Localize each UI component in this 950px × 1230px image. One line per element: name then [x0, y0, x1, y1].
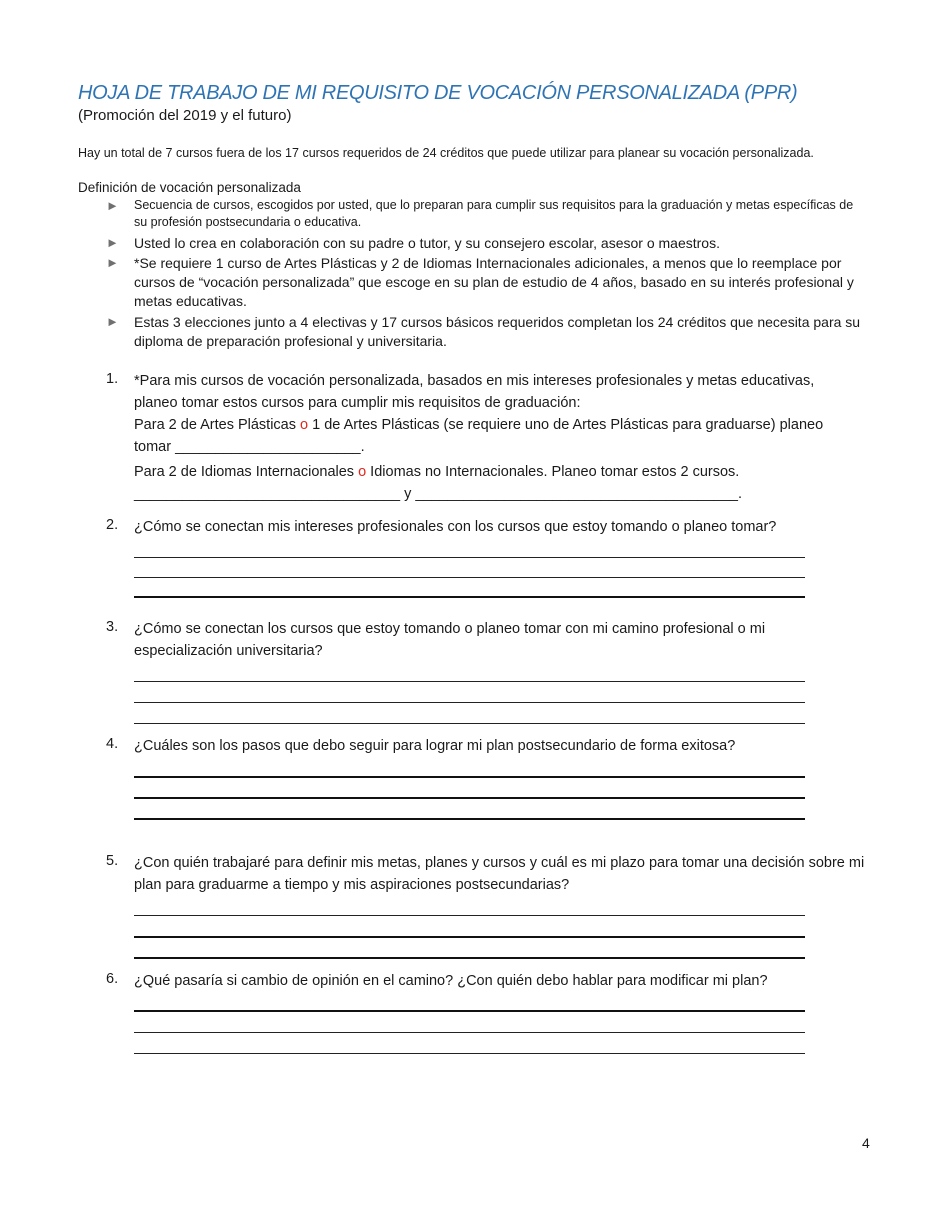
- question-number: 2.: [106, 517, 119, 533]
- page-subtitle: (Promoción del 2019 y el futuro): [78, 107, 292, 124]
- bullet-arrow-icon: ►: [106, 198, 119, 213]
- answer-line[interactable]: [134, 1010, 805, 1012]
- question-number: 4.: [106, 736, 119, 752]
- answer-line[interactable]: [134, 957, 805, 959]
- question-number: 1.: [106, 371, 119, 387]
- course-blanks[interactable]: _________________________________ y ________________________________________.: [134, 486, 743, 502]
- answer-line[interactable]: [134, 818, 805, 820]
- answer-line[interactable]: [134, 776, 805, 778]
- definition-heading: Definición de vocación personalizada: [78, 180, 301, 195]
- language-choice-line: [134, 461, 854, 483]
- answer-line[interactable]: [134, 596, 805, 598]
- answer-line[interactable]: [134, 1053, 805, 1054]
- answer-line[interactable]: [134, 1032, 805, 1033]
- bullet-arrow-icon: ►: [106, 255, 119, 270]
- intro-text: Hay un total de 7 cursos fuera de los 17 cursos requeridos de 24 créditos que puede utilizar para planear su vocación personalizada.: [78, 146, 814, 160]
- question-text: *Para mis cursos de vocación personalizada, basados en mis intereses profesionales y metas educativas, planeo tomar estos cursos para cumplir mis requisitos de graduación:: [134, 373, 815, 411]
- answer-line[interactable]: [134, 577, 805, 578]
- or-highlight: o: [358, 464, 367, 480]
- question-text: ¿Cómo se conectan mis intereses profesionales con los cursos que estoy tomando o planeo tomar?: [134, 519, 777, 535]
- art-choice-a: Para 2 de Artes Plásticas: [134, 417, 301, 433]
- answer-line[interactable]: [134, 702, 805, 703]
- answer-line[interactable]: [134, 915, 805, 916]
- answer-line[interactable]: [134, 681, 805, 682]
- page-number: 4: [862, 1135, 870, 1151]
- answer-line[interactable]: [134, 557, 805, 558]
- art-choice-line: [134, 414, 854, 458]
- question-text: ¿Cuáles son los pasos que debo seguir para lograr mi plan postsecundario de forma exitosa?: [134, 738, 736, 754]
- definition-item: Estas 3 elecciones junto a 4 electivas y 17 cursos básicos requeridos completan los 24 créditos que necesita para su diploma de preparación profesional y universitaria.: [134, 314, 861, 349]
- page-title: HOJA DE TRABAJO DE MI REQUISITO DE VOCACIÓN PERSONALIZADA (PPR): [78, 82, 798, 104]
- question-text: ¿Con quién trabajaré para definir mis metas, planes y cursos y cuál es mi plazo para tomar una decisión sobre mi plan para graduarme a tiempo y mis aspiraciones postsecundarias?: [134, 855, 865, 893]
- question-text: ¿Cómo se conectan los cursos que estoy tomando o planeo tomar con mi camino profesional o mi especialización universitaria?: [134, 621, 766, 659]
- language-choice-a: Para 2 de Idiomas Internacionales: [134, 464, 359, 480]
- question-text: ¿Qué pasaría si cambio de opinión en el camino? ¿Con quién debo hablar para modificar mi plan?: [134, 973, 768, 989]
- answer-line[interactable]: [134, 936, 805, 938]
- bullet-arrow-icon: ►: [106, 235, 119, 250]
- or-highlight: o: [300, 417, 309, 433]
- question-number: 5.: [106, 853, 119, 869]
- bullet-arrow-icon: ►: [106, 314, 119, 329]
- answer-line[interactable]: [134, 797, 805, 799]
- definition-item: *Se requiere 1 curso de Artes Plásticas y 2 de Idiomas Internacionales adicionales, a menos que lo reemplace por cursos de “vocación personalizada” que escoge en su plan de estudio de 4 años, basado en su interés profesional y metas educativas.: [134, 255, 854, 309]
- definition-item: Usted lo crea en colaboración con su padre o tutor, y su consejero escolar, asesor o maestros.: [134, 235, 720, 251]
- question-number: 6.: [106, 971, 119, 987]
- question-number: 3.: [106, 619, 119, 635]
- art-choice-b: 1 de Artes Plásticas (se requiere uno de Artes Plásticas para graduarse) planeo tomar _______________________.: [134, 417, 824, 455]
- definition-item: Secuencia de cursos, escogidos por usted, que lo preparan para cumplir sus requisitos para la graduación y metas específicas de su profesión postsecundaria o educativa.: [134, 198, 854, 229]
- answer-line[interactable]: [134, 723, 805, 724]
- language-choice-b: Idiomas no Internacionales. Planeo tomar estos 2 cursos.: [366, 464, 740, 480]
